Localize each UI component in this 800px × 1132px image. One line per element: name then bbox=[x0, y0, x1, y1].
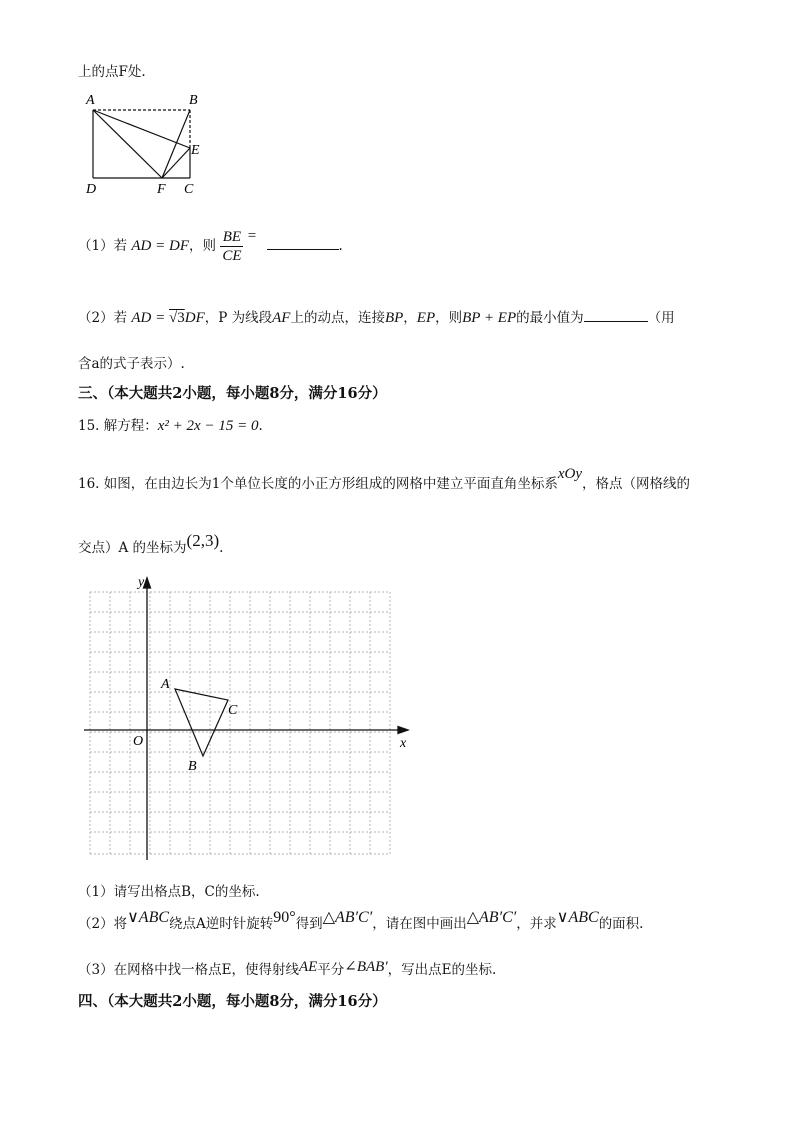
coordinate-grid-figure bbox=[82, 572, 412, 864]
condition-ad-df: AD = DF bbox=[131, 238, 190, 254]
axis-label-y: y bbox=[138, 575, 145, 590]
answer-blank-1[interactable] bbox=[267, 235, 339, 250]
section3-heading: 三、（本大题共2小题，每小题8分，满分16分） bbox=[78, 385, 387, 402]
fraction-be-ce: $\frac{BE}{CE}$ bbox=[222, 229, 242, 264]
point-label-A: A bbox=[161, 677, 170, 692]
q16-part3: （3）在网格中找一格点E，使得射线AE平分∠BAB′，写出点E的坐标. bbox=[78, 959, 497, 978]
q16-line1: 16. 如图，在由边长为1个单位长度的小正方形组成的网格中建立平面直角坐标系xOy，格点（网格线的 bbox=[78, 466, 691, 492]
label-E: E bbox=[191, 143, 200, 158]
q14-part2: （2）若 AD = √3DF，P 为线段AF上的动点，连接BP，EP，则BP + EP的最小值为 （用 bbox=[78, 306, 675, 327]
label-C: C bbox=[184, 182, 194, 197]
label-F: F bbox=[157, 182, 166, 197]
point-label-B: B bbox=[188, 759, 197, 774]
q16-part1: （1）请写出格点B，C的坐标. bbox=[78, 884, 260, 900]
point-label-C: C bbox=[228, 703, 238, 718]
q15: 15. 解方程：x² + 2x − 15 = 0. bbox=[78, 418, 263, 434]
label-B: B bbox=[189, 93, 198, 108]
axis-label-x: x bbox=[400, 736, 407, 751]
label-A: A bbox=[86, 93, 95, 108]
rectangle-figure bbox=[80, 88, 220, 200]
label-D: D bbox=[86, 182, 97, 197]
q16-part2: （2）将∨ABC绕点A逆时针旋转90°得到△AB′C′，请在图中画出△AB′C′，并求∨ABC的面积. bbox=[78, 909, 644, 932]
origin-label: O bbox=[133, 734, 144, 749]
q14-part2-line2: 含a的式子表示）. bbox=[78, 356, 185, 372]
grid-lines bbox=[90, 592, 390, 854]
q16-line2: 交点）A 的坐标为(2,3). bbox=[78, 531, 224, 556]
answer-blank-2[interactable] bbox=[584, 307, 648, 322]
equation: x² + 2x − 15 = 0 bbox=[157, 418, 259, 434]
triangle-abc bbox=[175, 689, 228, 756]
q14-part1: （1）若 AD = DF，则 $\frac{BE}{CE}$ = . bbox=[78, 228, 343, 264]
intro-text: 上的点F处. bbox=[78, 64, 146, 80]
section4-heading: 四、（本大题共2小题，每小题8分，满分16分） bbox=[78, 993, 387, 1010]
